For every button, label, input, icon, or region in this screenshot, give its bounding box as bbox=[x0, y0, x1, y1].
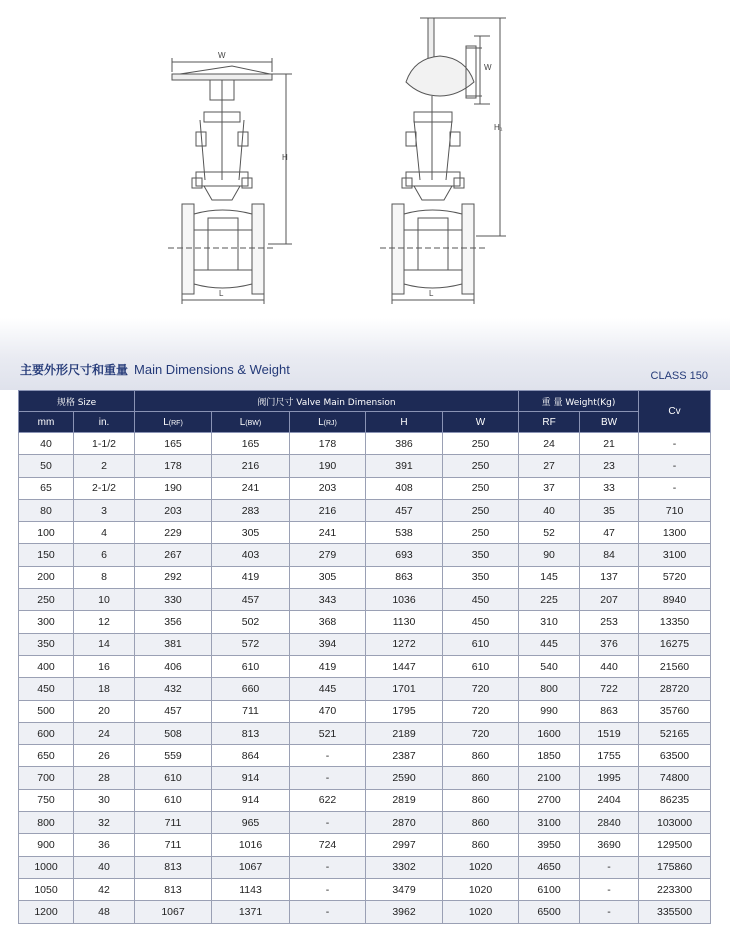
table-row bbox=[19, 611, 711, 633]
cell-l-rf: 267 bbox=[135, 544, 212, 566]
cell-mm: 300 bbox=[19, 611, 74, 633]
table-row bbox=[19, 901, 711, 923]
cell-l-rf: 381 bbox=[135, 633, 212, 655]
cell-h: 1036 bbox=[366, 589, 443, 611]
cell-weight-bw: 2840 bbox=[580, 812, 639, 834]
cell-l-rf: 406 bbox=[135, 655, 212, 677]
cell-w: 250 bbox=[443, 499, 519, 521]
cell-mm: 500 bbox=[19, 700, 74, 722]
cell-weight-bw: 33 bbox=[580, 477, 639, 499]
cell-h: 3962 bbox=[366, 901, 443, 923]
cell-l-rf: 711 bbox=[135, 812, 212, 834]
cell-l-rj: 445 bbox=[290, 678, 366, 700]
cell-weight-bw: - bbox=[580, 878, 639, 900]
cell-in: 32 bbox=[74, 812, 135, 834]
cell-l-rj: 279 bbox=[290, 544, 366, 566]
cell-l-rj: 622 bbox=[290, 789, 366, 811]
cell-w: 860 bbox=[443, 834, 519, 856]
cell-l-bw: 813 bbox=[212, 722, 290, 744]
valve-drawings bbox=[0, 0, 730, 310]
cell-l-rj: 216 bbox=[290, 499, 366, 521]
cell-weight-bw: 137 bbox=[580, 566, 639, 588]
cell-h: 863 bbox=[366, 566, 443, 588]
cell-weight-rf: 4650 bbox=[519, 856, 580, 878]
cell-mm: 1000 bbox=[19, 856, 74, 878]
cell-h: 693 bbox=[366, 544, 443, 566]
cell-h: 2189 bbox=[366, 722, 443, 744]
cell-mm: 50 bbox=[19, 455, 74, 477]
cell-cv: 63500 bbox=[639, 745, 711, 767]
weight-rf-header: RF bbox=[519, 412, 580, 433]
weight-bw-header: BW bbox=[580, 412, 639, 433]
cell-w: 860 bbox=[443, 812, 519, 834]
cell-l-rf: 178 bbox=[135, 455, 212, 477]
l-bw-header: L(BW) bbox=[212, 412, 290, 433]
cell-weight-bw: 47 bbox=[580, 522, 639, 544]
cell-weight-rf: 52 bbox=[519, 522, 580, 544]
cell-cv: 1300 bbox=[639, 522, 711, 544]
cell-l-rj: 305 bbox=[290, 566, 366, 588]
cell-cv: 28720 bbox=[639, 678, 711, 700]
handwheel-valve-drawing bbox=[168, 58, 292, 304]
cell-in: 2 bbox=[74, 455, 135, 477]
cell-in: 36 bbox=[74, 834, 135, 856]
cell-weight-bw: 440 bbox=[580, 655, 639, 677]
cell-l-rj: 724 bbox=[290, 834, 366, 856]
cell-w: 450 bbox=[443, 611, 519, 633]
cell-l-rj: - bbox=[290, 767, 366, 789]
cell-l-bw: 1143 bbox=[212, 878, 290, 900]
cell-weight-rf: 2700 bbox=[519, 789, 580, 811]
cell-cv: 86235 bbox=[639, 789, 711, 811]
l-rj-header: L(RJ) bbox=[290, 412, 366, 433]
cell-w: 250 bbox=[443, 455, 519, 477]
cell-l-rf: 610 bbox=[135, 767, 212, 789]
cell-w: 450 bbox=[443, 589, 519, 611]
cell-weight-rf: 24 bbox=[519, 433, 580, 455]
cell-weight-rf: 445 bbox=[519, 633, 580, 655]
cell-weight-rf: 6100 bbox=[519, 878, 580, 900]
cell-in: 3 bbox=[74, 499, 135, 521]
cell-cv: - bbox=[639, 455, 711, 477]
cell-weight-rf: 1850 bbox=[519, 745, 580, 767]
cell-weight-bw: 23 bbox=[580, 455, 639, 477]
header-band bbox=[0, 318, 730, 390]
dimensions-table bbox=[18, 390, 711, 924]
pressure-class-label: CLASS 150 bbox=[650, 370, 708, 382]
cell-weight-rf: 3950 bbox=[519, 834, 580, 856]
cell-mm: 600 bbox=[19, 722, 74, 744]
gear-operated-valve-drawing bbox=[380, 18, 506, 304]
cell-h: 2997 bbox=[366, 834, 443, 856]
table-row bbox=[19, 455, 711, 477]
w-header: W bbox=[443, 412, 519, 433]
cell-h: 391 bbox=[366, 455, 443, 477]
cell-in: 12 bbox=[74, 611, 135, 633]
cell-l-bw: 1067 bbox=[212, 856, 290, 878]
cell-h: 1447 bbox=[366, 655, 443, 677]
cell-l-bw: 610 bbox=[212, 655, 290, 677]
cell-cv: 16275 bbox=[639, 633, 711, 655]
cell-l-rf: 203 bbox=[135, 499, 212, 521]
cell-l-rf: 1067 bbox=[135, 901, 212, 923]
cell-l-rf: 330 bbox=[135, 589, 212, 611]
cell-mm: 40 bbox=[19, 433, 74, 455]
cell-mm: 65 bbox=[19, 477, 74, 499]
cell-cv: 103000 bbox=[639, 812, 711, 834]
cell-cv: 175860 bbox=[639, 856, 711, 878]
cell-l-rj: - bbox=[290, 856, 366, 878]
cell-l-bw: 864 bbox=[212, 745, 290, 767]
cell-in: 2-1/2 bbox=[74, 477, 135, 499]
cell-l-rj: 470 bbox=[290, 700, 366, 722]
section-title-cn: 主要外形尺寸和重量 bbox=[20, 363, 129, 377]
cell-w: 860 bbox=[443, 767, 519, 789]
cell-h: 2870 bbox=[366, 812, 443, 834]
cell-cv: 3100 bbox=[639, 544, 711, 566]
cell-l-rf: 190 bbox=[135, 477, 212, 499]
table-row bbox=[19, 856, 711, 878]
cell-mm: 350 bbox=[19, 633, 74, 655]
cell-h: 2819 bbox=[366, 789, 443, 811]
cell-in: 16 bbox=[74, 655, 135, 677]
left-h-label: H bbox=[282, 153, 288, 162]
cell-l-bw: 660 bbox=[212, 678, 290, 700]
cell-weight-bw: 84 bbox=[580, 544, 639, 566]
cell-l-rj: 343 bbox=[290, 589, 366, 611]
size-group-header: 规格 Size bbox=[19, 391, 135, 412]
table-row bbox=[19, 477, 711, 499]
cell-l-bw: 711 bbox=[212, 700, 290, 722]
cell-w: 720 bbox=[443, 700, 519, 722]
cell-in: 10 bbox=[74, 589, 135, 611]
cell-h: 2387 bbox=[366, 745, 443, 767]
cell-l-rj: - bbox=[290, 745, 366, 767]
cell-in: 1-1/2 bbox=[74, 433, 135, 455]
cell-l-rj: 368 bbox=[290, 611, 366, 633]
cell-l-bw: 1371 bbox=[212, 901, 290, 923]
cell-l-rj: 394 bbox=[290, 633, 366, 655]
cv-header: Cv bbox=[639, 391, 711, 433]
cell-l-bw: 216 bbox=[212, 455, 290, 477]
cell-cv: 74800 bbox=[639, 767, 711, 789]
cell-l-rf: 813 bbox=[135, 878, 212, 900]
cell-l-bw: 419 bbox=[212, 566, 290, 588]
cell-weight-bw: 1519 bbox=[580, 722, 639, 744]
cell-weight-rf: 225 bbox=[519, 589, 580, 611]
cell-cv: 710 bbox=[639, 499, 711, 521]
cell-w: 610 bbox=[443, 633, 519, 655]
weight-group-header: 重 量 Weight(Kg) bbox=[519, 391, 639, 412]
cell-h: 386 bbox=[366, 433, 443, 455]
cell-weight-bw: 35 bbox=[580, 499, 639, 521]
cell-weight-rf: 90 bbox=[519, 544, 580, 566]
cell-weight-bw: - bbox=[580, 856, 639, 878]
cell-w: 250 bbox=[443, 522, 519, 544]
cell-w: 250 bbox=[443, 477, 519, 499]
right-h1-label: H₁ bbox=[494, 123, 503, 132]
cell-l-rf: 165 bbox=[135, 433, 212, 455]
cell-w: 1020 bbox=[443, 878, 519, 900]
cell-l-rj: - bbox=[290, 901, 366, 923]
cell-h: 3479 bbox=[366, 878, 443, 900]
cell-h: 1272 bbox=[366, 633, 443, 655]
cell-cv: 35760 bbox=[639, 700, 711, 722]
cell-in: 26 bbox=[74, 745, 135, 767]
table-row bbox=[19, 655, 711, 677]
cell-l-rj: 190 bbox=[290, 455, 366, 477]
h-header: H bbox=[366, 412, 443, 433]
cell-weight-rf: 310 bbox=[519, 611, 580, 633]
cell-w: 1020 bbox=[443, 856, 519, 878]
cell-cv: 5720 bbox=[639, 566, 711, 588]
cell-weight-bw: - bbox=[580, 901, 639, 923]
cell-mm: 450 bbox=[19, 678, 74, 700]
table-row bbox=[19, 633, 711, 655]
cell-w: 860 bbox=[443, 789, 519, 811]
cell-mm: 150 bbox=[19, 544, 74, 566]
in-header: in. bbox=[74, 412, 135, 433]
cell-in: 28 bbox=[74, 767, 135, 789]
cell-weight-rf: 6500 bbox=[519, 901, 580, 923]
cell-l-bw: 914 bbox=[212, 789, 290, 811]
mm-header: mm bbox=[19, 412, 74, 433]
table-row bbox=[19, 678, 711, 700]
cell-weight-bw: 722 bbox=[580, 678, 639, 700]
cell-l-rf: 610 bbox=[135, 789, 212, 811]
cell-weight-rf: 3100 bbox=[519, 812, 580, 834]
cell-h: 1130 bbox=[366, 611, 443, 633]
left-l-label: L bbox=[219, 289, 224, 298]
cell-cv: 8940 bbox=[639, 589, 711, 611]
cell-weight-rf: 2100 bbox=[519, 767, 580, 789]
cell-in: 8 bbox=[74, 566, 135, 588]
cell-weight-rf: 40 bbox=[519, 499, 580, 521]
table-row bbox=[19, 433, 711, 455]
cell-weight-bw: 376 bbox=[580, 633, 639, 655]
cell-cv: 223300 bbox=[639, 878, 711, 900]
cell-mm: 200 bbox=[19, 566, 74, 588]
cell-l-rf: 508 bbox=[135, 722, 212, 744]
cell-l-bw: 283 bbox=[212, 499, 290, 521]
cell-w: 720 bbox=[443, 722, 519, 744]
cell-l-bw: 914 bbox=[212, 767, 290, 789]
section-title bbox=[20, 361, 290, 378]
table-row bbox=[19, 745, 711, 767]
cell-weight-rf: 27 bbox=[519, 455, 580, 477]
cell-weight-rf: 1600 bbox=[519, 722, 580, 744]
cell-h: 408 bbox=[366, 477, 443, 499]
cell-mm: 400 bbox=[19, 655, 74, 677]
cell-l-rf: 229 bbox=[135, 522, 212, 544]
cell-weight-bw: 1995 bbox=[580, 767, 639, 789]
cell-l-rj: 419 bbox=[290, 655, 366, 677]
cell-h: 2590 bbox=[366, 767, 443, 789]
cell-w: 610 bbox=[443, 655, 519, 677]
table-column-header-row bbox=[19, 412, 711, 433]
right-w-label: W bbox=[484, 63, 492, 72]
cell-l-rj: 178 bbox=[290, 433, 366, 455]
cell-h: 1701 bbox=[366, 678, 443, 700]
cell-h: 457 bbox=[366, 499, 443, 521]
cell-in: 6 bbox=[74, 544, 135, 566]
cell-weight-bw: 207 bbox=[580, 589, 639, 611]
cell-mm: 250 bbox=[19, 589, 74, 611]
table-row bbox=[19, 722, 711, 744]
table-row bbox=[19, 789, 711, 811]
cell-weight-rf: 145 bbox=[519, 566, 580, 588]
cell-weight-rf: 800 bbox=[519, 678, 580, 700]
cell-l-rf: 292 bbox=[135, 566, 212, 588]
cell-w: 250 bbox=[443, 433, 519, 455]
cell-weight-bw: 3690 bbox=[580, 834, 639, 856]
cell-l-rf: 711 bbox=[135, 834, 212, 856]
section-title-en: Main Dimensions & Weight bbox=[134, 362, 290, 377]
cell-in: 48 bbox=[74, 901, 135, 923]
cell-weight-bw: 21 bbox=[580, 433, 639, 455]
table-row bbox=[19, 834, 711, 856]
cell-weight-rf: 37 bbox=[519, 477, 580, 499]
cell-l-bw: 572 bbox=[212, 633, 290, 655]
cell-l-bw: 457 bbox=[212, 589, 290, 611]
cell-l-rj: 203 bbox=[290, 477, 366, 499]
cell-mm: 1200 bbox=[19, 901, 74, 923]
cell-in: 4 bbox=[74, 522, 135, 544]
cell-h: 3302 bbox=[366, 856, 443, 878]
cell-cv: 129500 bbox=[639, 834, 711, 856]
cell-mm: 750 bbox=[19, 789, 74, 811]
table-body bbox=[19, 433, 711, 924]
cell-cv: 21560 bbox=[639, 655, 711, 677]
cell-cv: 335500 bbox=[639, 901, 711, 923]
cell-l-rj: 241 bbox=[290, 522, 366, 544]
cell-l-rf: 356 bbox=[135, 611, 212, 633]
cell-weight-bw: 1755 bbox=[580, 745, 639, 767]
cell-in: 20 bbox=[74, 700, 135, 722]
table-group-header-row bbox=[19, 391, 711, 412]
cell-in: 24 bbox=[74, 722, 135, 744]
l-rf-header: L(RF) bbox=[135, 412, 212, 433]
table-row bbox=[19, 700, 711, 722]
cell-l-bw: 241 bbox=[212, 477, 290, 499]
cell-in: 14 bbox=[74, 633, 135, 655]
cell-l-rj: - bbox=[290, 878, 366, 900]
cell-in: 30 bbox=[74, 789, 135, 811]
cell-l-rj: 521 bbox=[290, 722, 366, 744]
cell-mm: 700 bbox=[19, 767, 74, 789]
cell-l-bw: 502 bbox=[212, 611, 290, 633]
cell-l-bw: 165 bbox=[212, 433, 290, 455]
table-row bbox=[19, 566, 711, 588]
table-row bbox=[19, 767, 711, 789]
cell-l-rf: 432 bbox=[135, 678, 212, 700]
right-l-label: L bbox=[429, 289, 434, 298]
table-row bbox=[19, 878, 711, 900]
cell-in: 40 bbox=[74, 856, 135, 878]
cell-l-rf: 813 bbox=[135, 856, 212, 878]
cell-cv: 13350 bbox=[639, 611, 711, 633]
cell-cv: 52165 bbox=[639, 722, 711, 744]
cell-in: 18 bbox=[74, 678, 135, 700]
cell-l-rf: 559 bbox=[135, 745, 212, 767]
cell-w: 350 bbox=[443, 566, 519, 588]
cell-l-bw: 965 bbox=[212, 812, 290, 834]
cell-cv: - bbox=[639, 477, 711, 499]
cell-w: 720 bbox=[443, 678, 519, 700]
cell-h: 538 bbox=[366, 522, 443, 544]
cell-in: 42 bbox=[74, 878, 135, 900]
cell-h: 1795 bbox=[366, 700, 443, 722]
dimension-group-header: 阀门尺寸 Valve Main Dimension bbox=[135, 391, 519, 412]
cell-mm: 800 bbox=[19, 812, 74, 834]
cell-l-bw: 1016 bbox=[212, 834, 290, 856]
left-w-label: W bbox=[218, 51, 226, 60]
cell-mm: 650 bbox=[19, 745, 74, 767]
cell-w: 1020 bbox=[443, 901, 519, 923]
cell-w: 860 bbox=[443, 745, 519, 767]
table-row bbox=[19, 812, 711, 834]
cell-cv: - bbox=[639, 433, 711, 455]
table-row bbox=[19, 499, 711, 521]
cell-l-bw: 403 bbox=[212, 544, 290, 566]
cell-mm: 80 bbox=[19, 499, 74, 521]
cell-weight-bw: 2404 bbox=[580, 789, 639, 811]
cell-l-rf: 457 bbox=[135, 700, 212, 722]
cell-weight-bw: 253 bbox=[580, 611, 639, 633]
cell-weight-rf: 990 bbox=[519, 700, 580, 722]
table-row bbox=[19, 544, 711, 566]
cell-mm: 900 bbox=[19, 834, 74, 856]
table-row bbox=[19, 522, 711, 544]
table-row bbox=[19, 589, 711, 611]
cell-l-bw: 305 bbox=[212, 522, 290, 544]
cell-weight-bw: 863 bbox=[580, 700, 639, 722]
cell-w: 350 bbox=[443, 544, 519, 566]
cell-l-rj: - bbox=[290, 812, 366, 834]
cell-mm: 100 bbox=[19, 522, 74, 544]
cell-mm: 1050 bbox=[19, 878, 74, 900]
cell-weight-rf: 540 bbox=[519, 655, 580, 677]
